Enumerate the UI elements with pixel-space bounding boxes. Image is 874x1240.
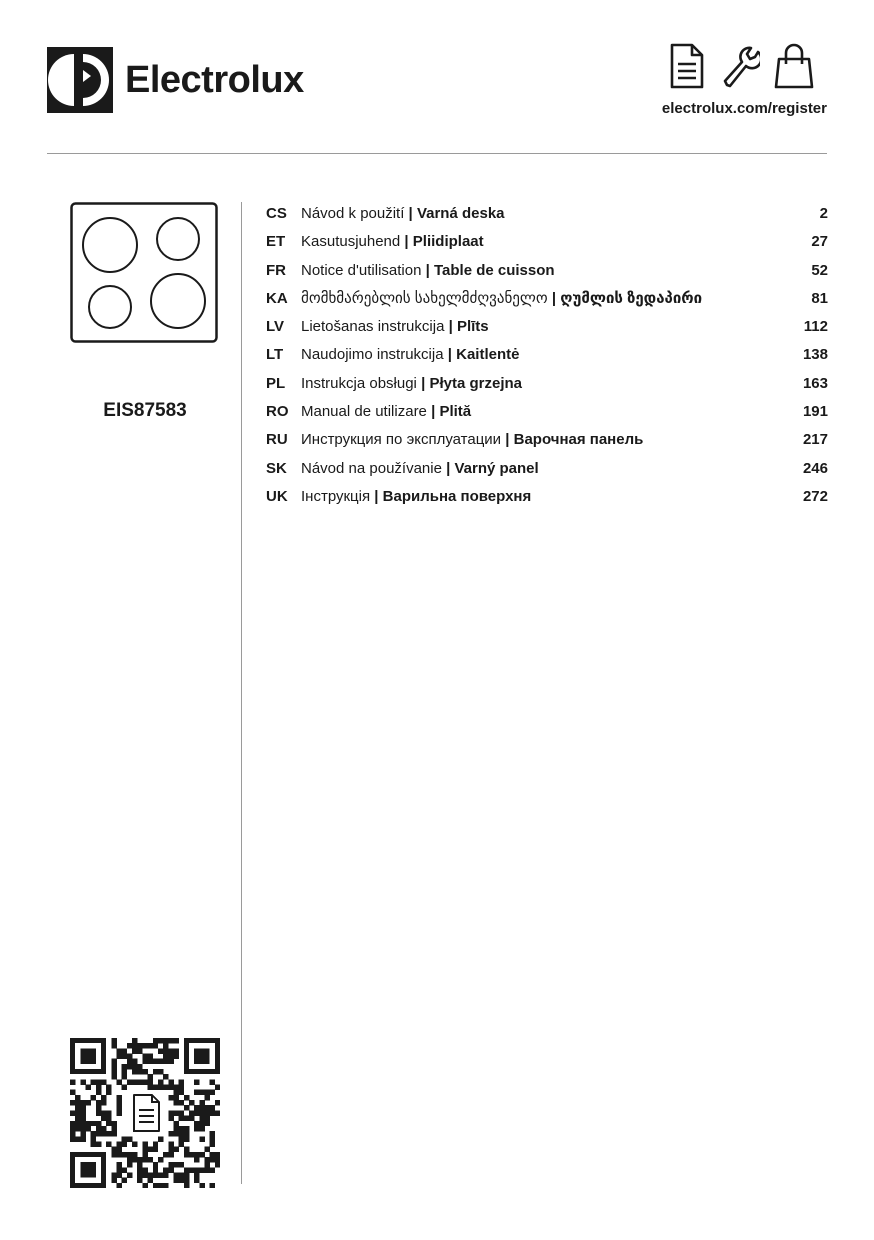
toc-manual-title: Manual de utilizare: [301, 403, 427, 421]
toc-product-name: Kaitlentė: [456, 346, 520, 364]
toc-page-number: 27: [811, 233, 828, 251]
toc-title: [301, 313, 778, 341]
toc-page-number: 163: [802, 374, 828, 392]
toc-separator: |: [501, 431, 514, 449]
toc-manual-title: Instrukcja obsługi: [301, 374, 417, 392]
toc-separator: |: [421, 261, 434, 279]
toc-separator: |: [370, 487, 383, 505]
toc-title: [301, 341, 778, 369]
brand-name: Electrolux: [125, 59, 304, 101]
toc-row-ro[interactable]: [266, 398, 828, 426]
toc-page-number: 272: [802, 487, 828, 505]
shopping-bag-icon: [774, 42, 814, 90]
toc-manual-title: Инструкция по эксплуатации: [301, 431, 502, 449]
toc-separator: |: [426, 403, 440, 421]
toc-row-pl[interactable]: [266, 370, 828, 398]
toc-language-code: KA: [266, 289, 288, 307]
toc-product-name: Варильна поверхня: [382, 487, 532, 505]
toc-manual-title: Kasutusjuhend: [301, 233, 401, 251]
toc-separator: |: [416, 374, 430, 392]
toc-product-name: Pliidiplaat: [412, 233, 484, 251]
table-of-contents: [266, 200, 828, 511]
toc-manual-title: მომხმარებლის სახელმძღვანელო: [301, 289, 548, 307]
toc-page-number: 2: [819, 205, 828, 222]
toc-language-code: LT: [266, 346, 284, 364]
toc-row-uk[interactable]: [266, 483, 828, 511]
toc-product-name: Plită: [439, 403, 472, 421]
toc-row-et[interactable]: [266, 228, 828, 256]
toc-title: [301, 257, 778, 285]
toc-product-name: Варочная панель: [513, 431, 644, 449]
toc-page-number: 52: [811, 261, 828, 279]
toc-language-code: CS: [266, 205, 287, 222]
toc-separator: |: [443, 346, 457, 364]
header-icons: [666, 42, 814, 90]
toc-row-lv[interactable]: [266, 313, 828, 341]
brand-logo: [47, 47, 304, 113]
toc-language-code: PL: [266, 374, 286, 392]
toc-title: [301, 285, 778, 313]
toc-separator: |: [547, 289, 561, 307]
wrench-icon: [720, 42, 760, 90]
model-number: EIS87583: [103, 400, 187, 421]
toc-language-code: RO: [266, 403, 289, 421]
toc-title: [301, 398, 778, 426]
toc-row-ka[interactable]: [266, 285, 828, 313]
toc-product-name: Plīts: [456, 318, 489, 336]
toc-title: [301, 426, 778, 454]
toc-manual-title: Notice d'utilisation: [301, 261, 422, 279]
header-divider: [47, 153, 827, 154]
toc-language-code: UK: [266, 487, 288, 505]
toc-language-code: LV: [266, 318, 285, 336]
toc-page-number: 246: [802, 459, 828, 477]
toc-separator: |: [400, 233, 413, 251]
toc-title: [301, 483, 778, 511]
toc-title: [301, 200, 778, 228]
toc-page-number: 138: [802, 346, 828, 364]
toc-language-code: RU: [266, 431, 288, 449]
electrolux-logo-icon: [47, 47, 113, 113]
toc-language-code: ET: [266, 233, 286, 251]
toc-product-name: Płyta grzejna: [429, 374, 522, 392]
toc-manual-title: Návod k použití: [301, 205, 405, 222]
toc-page-number: 191: [802, 403, 828, 421]
hob-four-zones-icon: [70, 202, 218, 343]
toc-page-number: 81: [811, 289, 828, 307]
toc-manual-title: Naudojimo instrukcija: [301, 346, 444, 364]
toc-row-cs[interactable]: [266, 200, 828, 228]
toc-separator: |: [404, 205, 417, 222]
toc-page-number: 112: [803, 318, 828, 336]
toc-title: [301, 228, 778, 256]
toc-title: [301, 455, 778, 483]
toc-product-name: Table de cuisson: [433, 261, 555, 279]
toc-row-lt[interactable]: [266, 341, 828, 369]
toc-separator: |: [441, 459, 455, 477]
toc-title: [301, 370, 778, 398]
toc-row-ru[interactable]: [266, 426, 828, 454]
toc-product-name: Varný panel: [454, 459, 539, 477]
toc-row-sk[interactable]: [266, 455, 828, 483]
toc-language-code: SK: [266, 459, 287, 477]
toc-page-number: 217: [802, 431, 828, 449]
toc-product-name: Varná deska: [416, 205, 505, 222]
toc-separator: |: [444, 318, 457, 336]
qr-code-icon[interactable]: [70, 1038, 220, 1188]
toc-row-fr[interactable]: [266, 257, 828, 285]
toc-product-name: ღუმლის ზედაპირი: [560, 289, 703, 307]
column-divider: [241, 202, 242, 1184]
register-url[interactable]: electrolux.com/register: [661, 100, 827, 117]
toc-manual-title: Lietošanas instrukcija: [301, 318, 445, 336]
toc-language-code: FR: [266, 261, 286, 279]
toc-manual-title: Інструкція: [301, 487, 371, 505]
document-icon: [666, 42, 706, 90]
toc-manual-title: Návod na používanie: [301, 459, 442, 477]
